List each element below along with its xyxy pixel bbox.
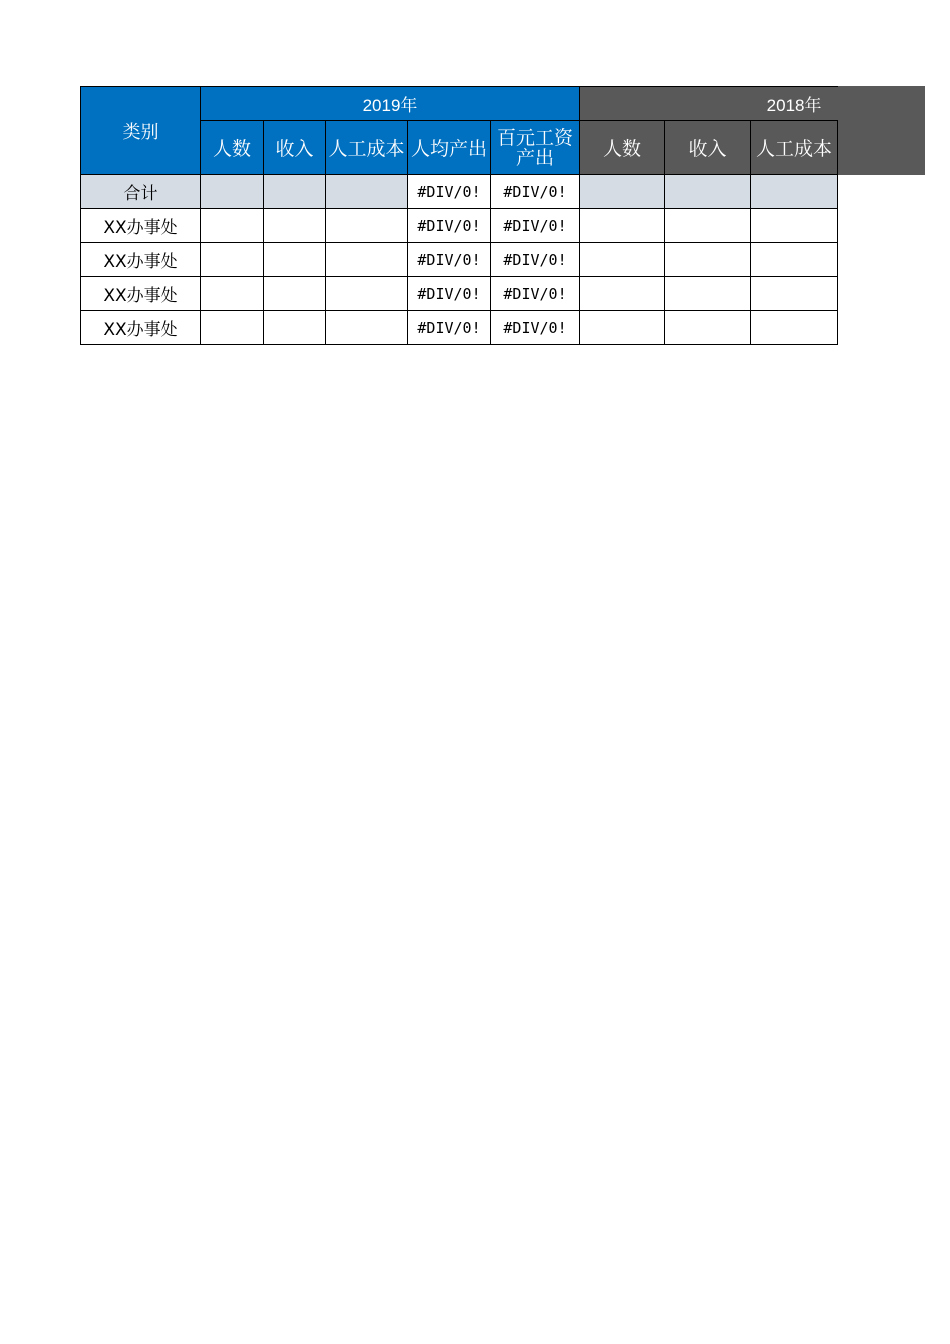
col-2019-labor-cost[interactable]: 人工成本 <box>326 121 408 175</box>
row-label[interactable]: 合计 <box>81 175 201 209</box>
row-label[interactable]: XX办事处 <box>81 277 201 311</box>
table-cell[interactable]: #DIV/0! <box>408 209 491 243</box>
table-cell[interactable]: #DIV/0! <box>408 243 491 277</box>
table-cell[interactable] <box>751 311 838 345</box>
table-cell[interactable] <box>264 311 326 345</box>
table-cell[interactable] <box>264 277 326 311</box>
table-cell[interactable] <box>264 243 326 277</box>
table-cell[interactable]: #DIV/0! <box>491 175 580 209</box>
table-cell[interactable]: #DIV/0! <box>491 243 580 277</box>
table-cell[interactable]: #DIV/0! <box>491 209 580 243</box>
table-cell[interactable] <box>201 243 264 277</box>
table-cell[interactable]: #DIV/0! <box>491 311 580 345</box>
table-cell[interactable] <box>580 277 665 311</box>
table-cell[interactable] <box>201 209 264 243</box>
table-cell[interactable]: #DIV/0! <box>408 311 491 345</box>
category-header[interactable]: 类别 <box>81 87 201 175</box>
table-cell[interactable]: #DIV/0! <box>408 277 491 311</box>
table-cell[interactable] <box>201 175 264 209</box>
table-cell[interactable]: #DIV/0! <box>491 277 580 311</box>
table-cell[interactable] <box>665 311 751 345</box>
header-row-years <box>81 87 838 121</box>
table-cell[interactable] <box>201 311 264 345</box>
year-2019-header[interactable]: 2019年 <box>201 87 580 121</box>
table-cell[interactable] <box>326 175 408 209</box>
table-row <box>81 209 838 243</box>
col-2019-income[interactable]: 收入 <box>264 121 326 175</box>
table-cell[interactable] <box>326 311 408 345</box>
table-cell[interactable] <box>751 277 838 311</box>
spreadsheet <box>80 86 838 345</box>
table-cell[interactable] <box>580 209 665 243</box>
table-cell[interactable] <box>326 277 408 311</box>
table-row <box>81 243 838 277</box>
col-2018-labor-cost[interactable]: 人工成本 <box>751 121 838 175</box>
table-row <box>81 311 838 345</box>
table-row <box>81 277 838 311</box>
row-label[interactable]: XX办事处 <box>81 243 201 277</box>
col-2019-per-capita-output[interactable]: 人均产出 <box>408 121 491 175</box>
table-cell[interactable]: #DIV/0! <box>408 175 491 209</box>
table-cell[interactable] <box>580 311 665 345</box>
table-cell[interactable] <box>751 175 838 209</box>
table-cell[interactable] <box>326 209 408 243</box>
col-2018-headcount[interactable]: 人数 <box>580 121 665 175</box>
row-label[interactable]: XX办事处 <box>81 311 201 345</box>
table-cell[interactable] <box>264 175 326 209</box>
col-2018-income[interactable]: 收入 <box>665 121 751 175</box>
table-cell[interactable] <box>326 243 408 277</box>
table-cell[interactable] <box>751 209 838 243</box>
table-cell[interactable] <box>665 175 751 209</box>
table-cell[interactable] <box>751 243 838 277</box>
header-2018-extension <box>837 86 925 175</box>
table-cell[interactable] <box>665 209 751 243</box>
col-2019-headcount[interactable]: 人数 <box>201 121 264 175</box>
table-row-total <box>81 175 838 209</box>
table-cell[interactable] <box>665 243 751 277</box>
table-cell[interactable] <box>665 277 751 311</box>
row-label[interactable]: XX办事处 <box>81 209 201 243</box>
table-cell[interactable] <box>264 209 326 243</box>
table-cell[interactable] <box>201 277 264 311</box>
table-cell[interactable] <box>580 175 665 209</box>
year-2018-header[interactable]: 2018年 <box>580 87 838 121</box>
data-table <box>80 86 838 345</box>
table-cell[interactable] <box>580 243 665 277</box>
col-2019-output-per-100-wages[interactable]: 百元工资产出 <box>491 121 580 175</box>
